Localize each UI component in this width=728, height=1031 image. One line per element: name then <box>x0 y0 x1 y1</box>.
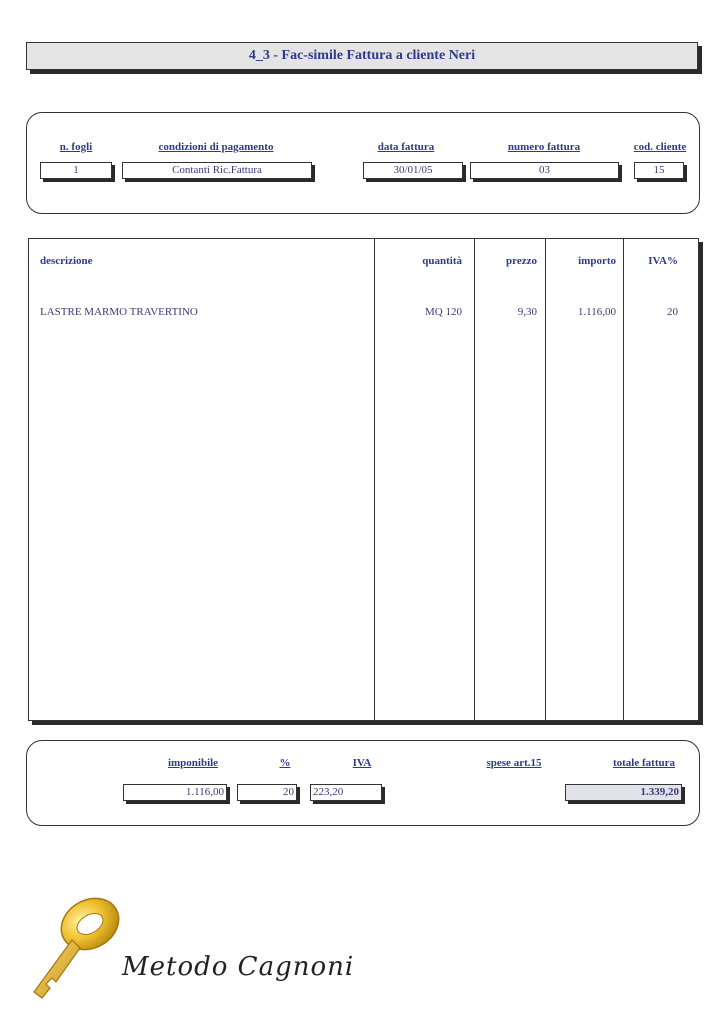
iva-label: IVA <box>352 757 372 769</box>
row-importo: 1.116,00 <box>577 306 616 318</box>
totals-panel <box>26 740 700 826</box>
numero-fattura-label: numero fattura <box>507 141 581 153</box>
n-fogli-label: n. fogli <box>59 141 93 153</box>
cod-cliente-label: cod. cliente <box>633 141 687 153</box>
imponibile-field: 1.116,00 <box>123 784 227 801</box>
header-quantita: quantità <box>422 255 462 267</box>
data-fattura-field: 30/01/05 <box>363 162 463 179</box>
data-fattura-label: data fattura <box>377 141 435 153</box>
totale-label: totale fattura <box>612 757 675 769</box>
n-fogli-field: 1 <box>40 162 112 179</box>
condizioni-field: Contanti Ric.Fattura <box>122 162 312 179</box>
header-importo: importo <box>578 255 616 267</box>
percent-field: 20 <box>237 784 297 801</box>
percent-label: % <box>279 757 291 769</box>
row-iva: 20 <box>667 306 678 318</box>
row-descrizione: LASTRE MARMO TRAVERTINO <box>40 306 198 318</box>
cod-cliente-field: 15 <box>634 162 684 179</box>
header-descrizione: descrizione <box>40 255 93 267</box>
condizioni-label: condizioni di pagamento <box>158 141 274 153</box>
iva-field: 223,20 <box>310 784 382 801</box>
brand-name: Metodo Cagnoni <box>122 952 355 982</box>
header-prezzo: prezzo <box>506 255 537 267</box>
spese-label: spese art.15 <box>486 757 542 769</box>
header-iva: IVA% <box>648 255 678 267</box>
row-quantita: MQ 120 <box>425 306 462 318</box>
totale-field: 1.339,20 <box>565 784 682 801</box>
row-prezzo: 9,30 <box>517 306 537 318</box>
imponibile-label: imponibile <box>167 757 219 769</box>
items-table <box>28 238 699 721</box>
key-icon <box>20 888 130 1008</box>
page-title: 4_3 - Fac-simile Fattura a cliente Neri <box>26 42 698 70</box>
logo <box>20 888 355 1008</box>
invoice-header-panel <box>26 112 700 214</box>
numero-fattura-box: 03 <box>470 162 619 179</box>
